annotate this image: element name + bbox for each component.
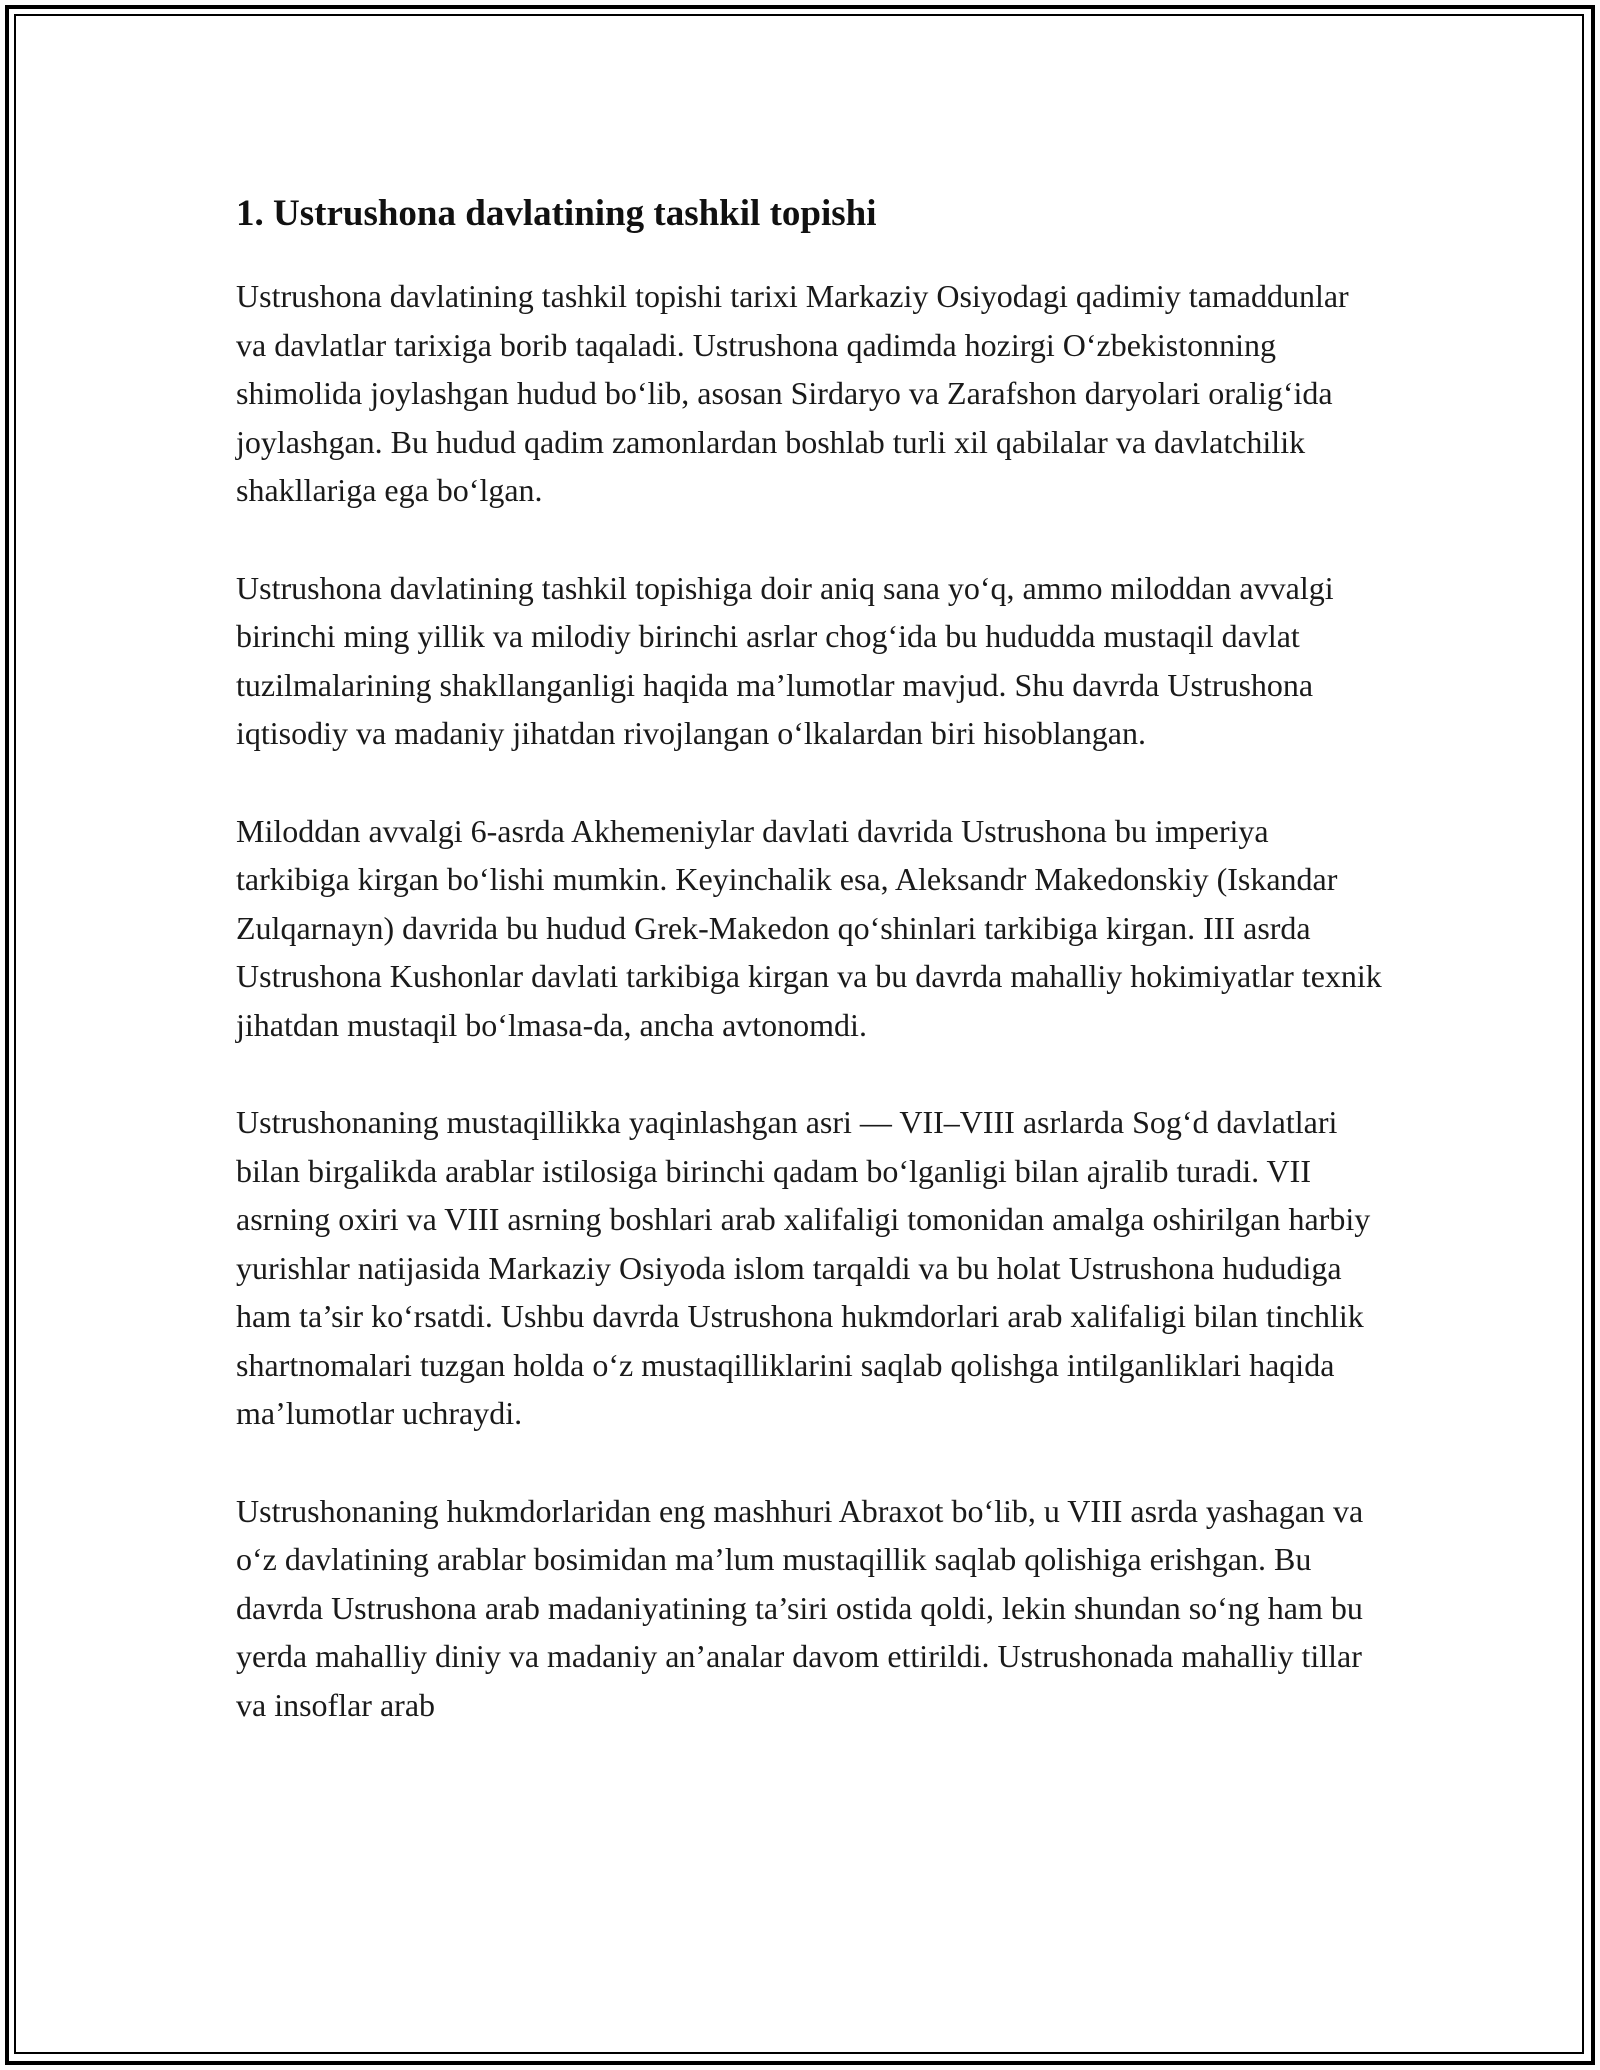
paragraph-3: Miloddan avvalgi 6-asrda Akhemeniylar davlati davrida Ustrushona bu imperiya tarkibiga kirgan bo‘lishi mumkin. Keyinchalik esa, Aleksandr Makedonskiy (Iskandar Zulqarnayn) davrida bu hudud Grek-Makedon qo‘shinlari tarkibiga kirgan. III asrda Ustrushona Kushonlar davlati tarkibiga kirgan va bu davrda mahalliy hokimiyatlar texnik jihatdan mustaqil bo‘lmasa-da, ancha avtonomdi. — [236, 812, 1382, 1043]
document-body — [236, 186, 1386, 1729]
paragraph-5: Ustrushonaning hukmdorlaridan eng mashhuri Abraxot bo‘lib, u VIII asrda yashagan va o‘z davlatining arablar bosimidan ma’lum mustaqillik saqlab qolishiga erishgan. Bu davrda Ustrushona arab madaniyatining ta’siri ostida qoldi, lekin shundan so‘ng ham bu yerda mahalliy diniy va madaniy an’analar davom ettirildi. Ustrushonada mahalliy tillar va insoflar arab — [236, 1492, 1364, 1723]
paragraph-2: Ustrushona davlatining tashkil topishiga doir aniq sana yo‘q, ammo miloddan avvalgi birinchi ming yillik va milodiy birinchi asrlar chog‘ida bu hududda mustaqil davlat tuzilmalarining shakllanganligi haqida ma’lumotlar mavjud. Shu davrda Ustrushona iqtisodiy va madaniy jihatdan rivojlangan o‘lkalardan biri hisoblangan. — [236, 569, 1334, 751]
paragraph-1: Ustrushona davlatining tashkil topishi tarixi Markaziy Osiyodagi qadimiy tamaddunlar va davlatlar tarixiga borib taqaladi. Ustrushona qadimda hozirgi O‘zbekistonning shimolida joylashgan hudud bo‘lib, asosan Sirdaryo va Zarafshon daryolari oralig‘ida joylashgan. Bu hudud qadim zamonlardan boshlab turli xil qabilalar va davlatchilik shakllariga ega bo‘lgan. — [236, 278, 1349, 508]
paragraph-4: Ustrushonaning mustaqillikka yaqinlashgan asri — VII–VIII asrlarda Sog‘d davlatlari bilan birgalikda arablar istilosiga birinchi qadam bo‘lganligi bilan ajralib turadi. VII asrning oxiri va VIII asrning boshlari arab xalifaligi tomonidan amalga oshirilgan harbiy yurishlar natijasida Markaziy Osiyoda islom tarqaldi va bu holat Ustrushona hududiga ham ta’sir ko‘rsatdi. Ushbu davrda Ustrushona hukmdorlari arab xalifaligi bilan tinchlik shartnomalari tuzgan holda o‘z mustaqilliklarini saqlab qolishga intilganliklari haqida ma’lumotlar uchraydi. — [236, 1104, 1371, 1431]
section-heading: 1. Ustrushona davlatining tashkil topishi — [236, 193, 877, 234]
